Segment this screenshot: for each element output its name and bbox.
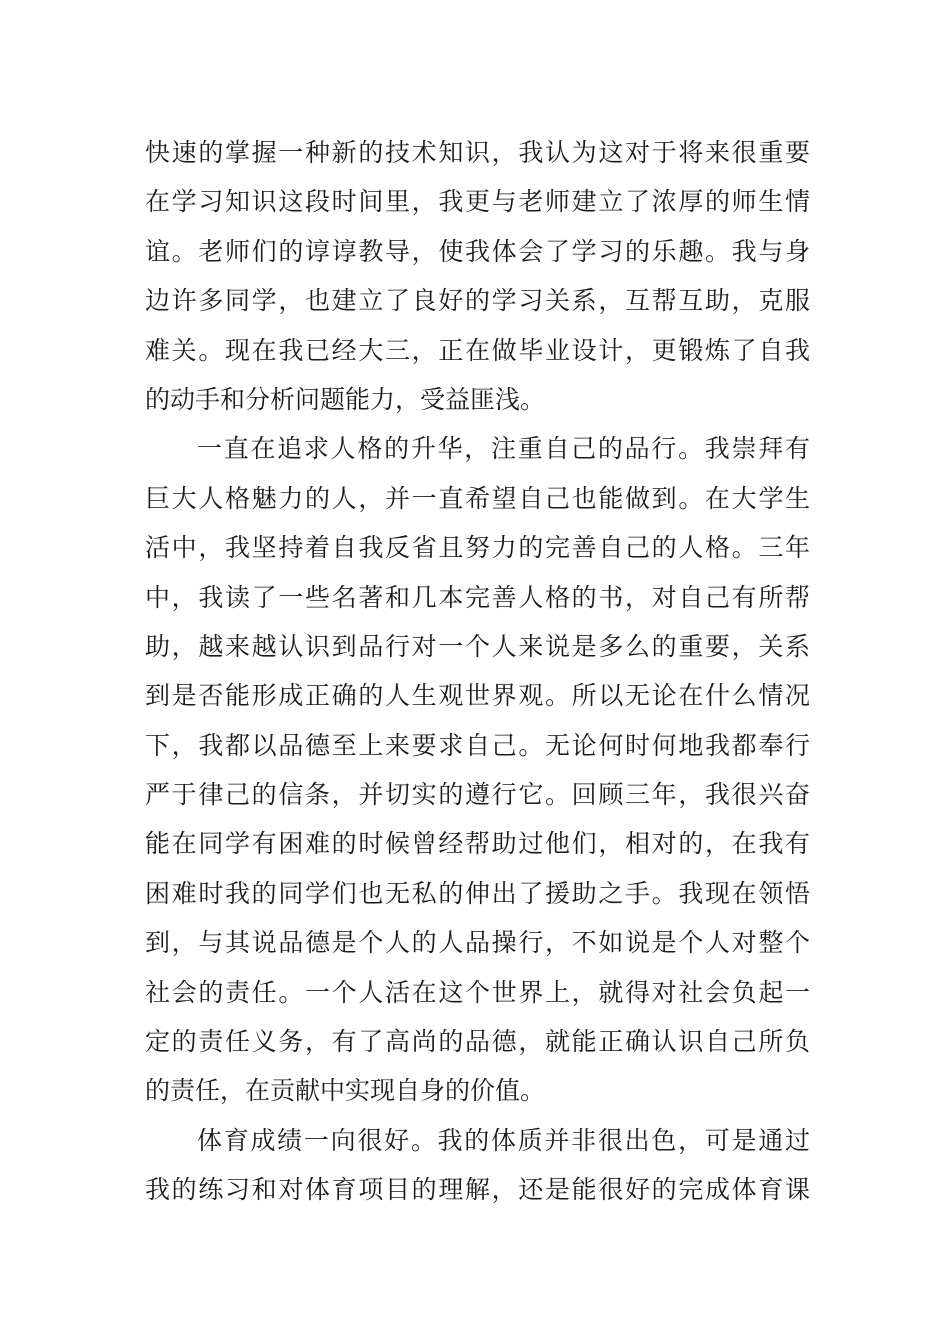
text-line: 巨大人格魅力的人，并一直希望自己也能做到。在大学生 (145, 483, 810, 513)
text-line: 难关。现在我已经大三，正在做毕业设计，更锻炼了自我 (145, 335, 810, 365)
text-line: 困难时我的同学们也无私的伸出了援助之手。我现在领悟 (145, 878, 810, 908)
text-line: 谊。老师们的谆谆教导，使我体会了学习的乐趣。我与身 (145, 236, 810, 266)
text-line: 中，我读了一些名著和几本完善人格的书，对自己有所帮 (145, 582, 810, 612)
text-line: 定的责任义务，有了高尚的品德，就能正确认识自己所负 (145, 1027, 810, 1057)
text-line: 在学习知识这段时间里，我更与老师建立了浓厚的师生情 (145, 187, 810, 217)
text-line: 活中，我坚持着自我反省且努力的完善自己的人格。三年 (145, 533, 810, 563)
text-line: 下，我都以品德至上来要求自己。无论何时何地我都奉行 (145, 730, 810, 760)
text-line: 能在同学有困难的时候曾经帮助过他们，相对的，在我有 (145, 829, 810, 859)
text-line: 快速的掌握一种新的技术知识，我认为这对于将来很重要 (145, 138, 810, 167)
text-line: 边许多同学，也建立了良好的学习关系，互帮互助，克服 (145, 286, 810, 316)
text-line: 助，越来越认识到品行对一个人来说是多么的重要，关系 (145, 631, 810, 661)
paragraph-first-line: 体育成绩一向很好。我的体质并非很出色，可是通过 (197, 1125, 810, 1155)
text-line: 严于律己的信条，并切实的遵行它。回顾三年，我很兴奋 (145, 780, 810, 810)
text-line: 社会的责任。一个人活在这个世界上，就得对社会负起一 (145, 977, 810, 1007)
text-line: 的动手和分析问题能力，受益匪浅。 (145, 384, 546, 414)
text-line: 到，与其说品德是个人的人品操行，不如说是个人对整个 (145, 928, 810, 958)
text-line: 我的练习和对体育项目的理解，还是能很好的完成体育课 (145, 1175, 810, 1205)
text-line: 的责任，在贡献中实现自身的价值。 (145, 1076, 546, 1106)
paragraph-first-line: 一直在追求人格的升华，注重自己的品行。我崇拜有 (197, 434, 810, 464)
document-body (145, 128, 810, 1215)
text-line: 到是否能形成正确的人生观世界观。所以无论在什么情况 (145, 681, 810, 711)
